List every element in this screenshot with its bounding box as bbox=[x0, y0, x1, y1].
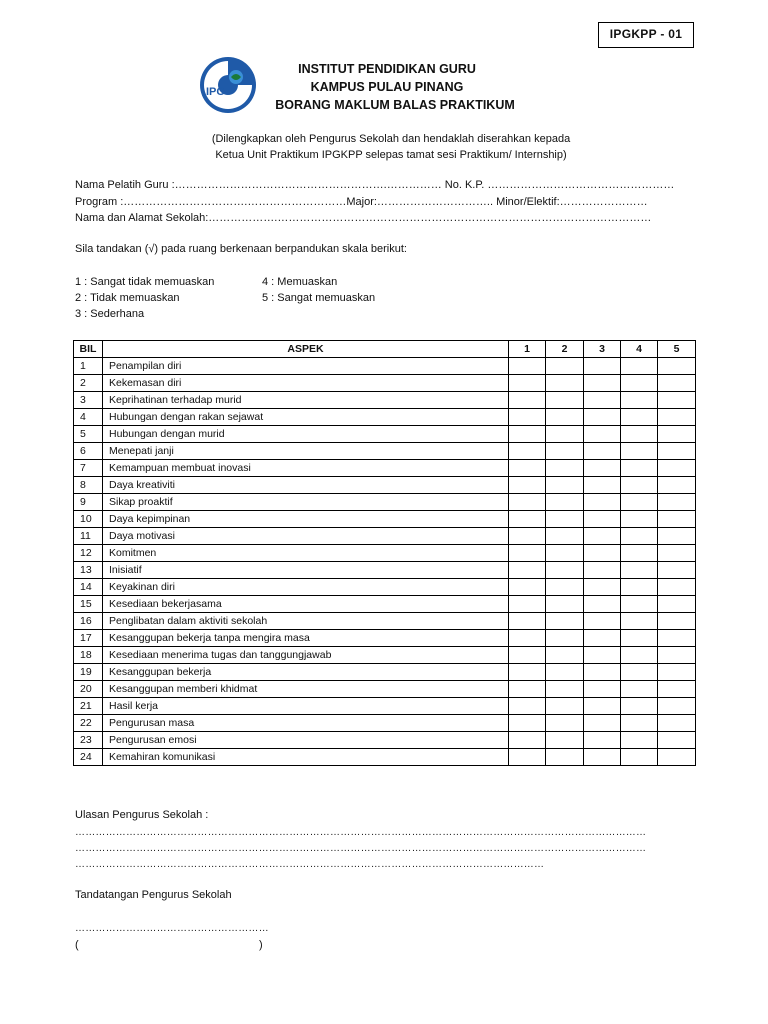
score-cell-4[interactable] bbox=[621, 375, 658, 392]
instructions bbox=[150, 131, 632, 163]
row-aspek: Sikap proaktif bbox=[103, 494, 509, 511]
score-cell-4[interactable] bbox=[621, 579, 658, 596]
score-cell-4[interactable] bbox=[621, 732, 658, 749]
score-cell-5[interactable] bbox=[658, 409, 696, 426]
field-nama-pelatih[interactable]: Nama Pelatih Guru :………………………………………………….…………… No. K.P. …………………………………………… bbox=[75, 179, 675, 191]
row-bil: 17 bbox=[74, 630, 103, 647]
row-bil: 13 bbox=[74, 562, 103, 579]
table-row bbox=[74, 426, 696, 443]
score-cell-5[interactable] bbox=[658, 698, 696, 715]
ulasan-line-3[interactable]: ………………………………………………………………………………………………………………………… bbox=[75, 859, 545, 870]
signature-line[interactable]: ………………………………………………… bbox=[75, 923, 269, 934]
score-cell-5[interactable] bbox=[658, 630, 696, 647]
score-cell-3[interactable] bbox=[584, 647, 621, 664]
score-cell-5[interactable] bbox=[658, 664, 696, 681]
score-cell-5[interactable] bbox=[658, 732, 696, 749]
score-cell-2[interactable] bbox=[546, 613, 584, 630]
score-cell-3[interactable] bbox=[584, 460, 621, 477]
row-bil: 6 bbox=[74, 443, 103, 460]
table-row bbox=[74, 528, 696, 545]
row-bil: 16 bbox=[74, 613, 103, 630]
score-cell-2[interactable] bbox=[546, 647, 584, 664]
row-aspek: Hasil kerja bbox=[103, 698, 509, 715]
score-cell-4[interactable] bbox=[621, 358, 658, 375]
table-row bbox=[74, 698, 696, 715]
table-row bbox=[74, 732, 696, 749]
header-score-4: 4 bbox=[621, 341, 658, 358]
score-cell-1[interactable] bbox=[509, 477, 546, 494]
row-bil: 20 bbox=[74, 681, 103, 698]
row-bil: 3 bbox=[74, 392, 103, 409]
row-aspek: Keprihatinan terhadap murid bbox=[103, 392, 509, 409]
scale-prompt: Sila tandakan (√) pada ruang berkenaan berpandukan skala berikut: bbox=[75, 243, 407, 255]
score-cell-4[interactable] bbox=[621, 562, 658, 579]
score-cell-2[interactable] bbox=[546, 375, 584, 392]
score-cell-2[interactable] bbox=[546, 732, 584, 749]
score-cell-2[interactable] bbox=[546, 749, 584, 766]
score-cell-3[interactable] bbox=[584, 715, 621, 732]
instructions-line1: (Dilengkapkan oleh Pengurus Sekolah dan hendaklah diserahkan kepada bbox=[211, 133, 571, 145]
row-aspek: Menepati janji bbox=[103, 443, 509, 460]
row-bil: 5 bbox=[74, 426, 103, 443]
score-cell-3[interactable] bbox=[584, 477, 621, 494]
header-score-5: 5 bbox=[658, 341, 696, 358]
score-cell-1[interactable] bbox=[509, 715, 546, 732]
score-cell-2[interactable] bbox=[546, 443, 584, 460]
score-cell-1[interactable] bbox=[509, 443, 546, 460]
score-cell-1[interactable] bbox=[509, 545, 546, 562]
score-cell-4[interactable] bbox=[621, 698, 658, 715]
form-code: IPGKPP - 01 bbox=[598, 22, 694, 48]
score-cell-3[interactable] bbox=[584, 494, 621, 511]
row-aspek: Penglibatan dalam aktiviti sekolah bbox=[103, 613, 509, 630]
score-cell-3[interactable] bbox=[584, 664, 621, 681]
row-aspek: Daya kepimpinan bbox=[103, 511, 509, 528]
score-cell-1[interactable] bbox=[509, 494, 546, 511]
row-bil: 24 bbox=[74, 749, 103, 766]
score-cell-2[interactable] bbox=[546, 528, 584, 545]
score-cell-4[interactable] bbox=[621, 681, 658, 698]
score-cell-1[interactable] bbox=[509, 426, 546, 443]
row-aspek: Pengurusan emosi bbox=[103, 732, 509, 749]
table-row bbox=[74, 647, 696, 664]
score-cell-1[interactable] bbox=[509, 460, 546, 477]
score-cell-3[interactable] bbox=[584, 630, 621, 647]
score-cell-3[interactable] bbox=[584, 579, 621, 596]
instructions-line2: Ketua Unit Praktikum IPGKPP selepas tamat sesi Praktikum/ Internship) bbox=[215, 149, 567, 161]
table-row bbox=[74, 681, 696, 698]
score-cell-3[interactable] bbox=[584, 698, 621, 715]
score-cell-3[interactable] bbox=[584, 749, 621, 766]
row-aspek: Penampilan diri bbox=[103, 358, 509, 375]
ipg-logo bbox=[198, 55, 258, 115]
table-row bbox=[74, 392, 696, 409]
score-cell-5[interactable] bbox=[658, 596, 696, 613]
score-cell-2[interactable] bbox=[546, 409, 584, 426]
score-cell-1[interactable] bbox=[509, 579, 546, 596]
score-cell-2[interactable] bbox=[546, 596, 584, 613]
score-cell-3[interactable] bbox=[584, 681, 621, 698]
row-bil: 19 bbox=[74, 664, 103, 681]
header-score-3: 3 bbox=[584, 341, 621, 358]
table-row bbox=[74, 562, 696, 579]
score-cell-5[interactable] bbox=[658, 647, 696, 664]
row-aspek: Kesanggupan bekerja tanpa mengira masa bbox=[103, 630, 509, 647]
score-cell-4[interactable] bbox=[621, 528, 658, 545]
score-cell-1[interactable] bbox=[509, 647, 546, 664]
score-cell-3[interactable] bbox=[584, 528, 621, 545]
score-cell-4[interactable] bbox=[621, 613, 658, 630]
score-cell-2[interactable] bbox=[546, 477, 584, 494]
score-cell-1[interactable] bbox=[509, 749, 546, 766]
table-body bbox=[74, 358, 696, 766]
table-row bbox=[74, 409, 696, 426]
score-cell-4[interactable] bbox=[621, 664, 658, 681]
score-cell-3[interactable] bbox=[584, 358, 621, 375]
score-cell-4[interactable] bbox=[621, 511, 658, 528]
score-cell-5[interactable] bbox=[658, 579, 696, 596]
score-cell-3[interactable] bbox=[584, 392, 621, 409]
score-cell-4[interactable] bbox=[621, 545, 658, 562]
score-cell-2[interactable] bbox=[546, 392, 584, 409]
row-bil: 21 bbox=[74, 698, 103, 715]
row-aspek: Daya kreativiti bbox=[103, 477, 509, 494]
row-aspek: Keyakinan diri bbox=[103, 579, 509, 596]
score-cell-3[interactable] bbox=[584, 613, 621, 630]
row-bil: 9 bbox=[74, 494, 103, 511]
table-row bbox=[74, 443, 696, 460]
scale-2: 2 : Tidak memuaskan bbox=[75, 292, 180, 304]
row-bil: 12 bbox=[74, 545, 103, 562]
score-cell-2[interactable] bbox=[546, 715, 584, 732]
row-aspek: Inisiatif bbox=[103, 562, 509, 579]
row-aspek: Komitmen bbox=[103, 545, 509, 562]
ulasan-line-1[interactable]: …………………………………………………………………………………………………………………………………………………… bbox=[75, 827, 647, 838]
signature-name-close: ) bbox=[259, 939, 263, 951]
table-row bbox=[74, 715, 696, 732]
table-row bbox=[74, 664, 696, 681]
score-cell-3[interactable] bbox=[584, 443, 621, 460]
aspek-table bbox=[73, 340, 696, 766]
row-aspek: Hubungan dengan rakan sejawat bbox=[103, 409, 509, 426]
score-cell-1[interactable] bbox=[509, 732, 546, 749]
scale-4: 4 : Memuaskan bbox=[262, 276, 338, 288]
score-cell-4[interactable] bbox=[621, 443, 658, 460]
score-cell-3[interactable] bbox=[584, 375, 621, 392]
score-cell-3[interactable] bbox=[584, 545, 621, 562]
row-bil: 23 bbox=[74, 732, 103, 749]
row-aspek: Kekemasan diri bbox=[103, 375, 509, 392]
table-row bbox=[74, 579, 696, 596]
score-cell-5[interactable] bbox=[658, 749, 696, 766]
header-form-title: BORANG MAKLUM BALAS PRAKTIKUM bbox=[275, 98, 515, 112]
score-cell-4[interactable] bbox=[621, 460, 658, 477]
score-cell-5[interactable] bbox=[658, 477, 696, 494]
score-cell-4[interactable] bbox=[621, 647, 658, 664]
score-cell-1[interactable] bbox=[509, 409, 546, 426]
row-bil: 7 bbox=[74, 460, 103, 477]
row-bil: 22 bbox=[74, 715, 103, 732]
ulasan-label: Ulasan Pengurus Sekolah : bbox=[75, 809, 209, 821]
header-aspek: ASPEK bbox=[103, 341, 509, 358]
score-cell-1[interactable] bbox=[509, 630, 546, 647]
ulasan-line-2[interactable]: …………………………………………………………………………………………………………………………………………………… bbox=[75, 843, 647, 854]
score-cell-1[interactable] bbox=[509, 698, 546, 715]
scale-5: 5 : Sangat memuaskan bbox=[262, 292, 376, 304]
score-cell-5[interactable] bbox=[658, 613, 696, 630]
score-cell-1[interactable] bbox=[509, 528, 546, 545]
score-cell-2[interactable] bbox=[546, 698, 584, 715]
score-cell-5[interactable] bbox=[658, 426, 696, 443]
row-aspek: Kemampuan membuat inovasi bbox=[103, 460, 509, 477]
score-cell-5[interactable] bbox=[658, 443, 696, 460]
row-aspek: Kesediaan bekerjasama bbox=[103, 596, 509, 613]
score-cell-5[interactable] bbox=[658, 545, 696, 562]
row-bil: 8 bbox=[74, 477, 103, 494]
table-row bbox=[74, 596, 696, 613]
table-row bbox=[74, 511, 696, 528]
header-bil: BIL bbox=[74, 341, 103, 358]
table-row bbox=[74, 613, 696, 630]
row-bil: 10 bbox=[74, 511, 103, 528]
scale-3: 3 : Sederhana bbox=[75, 308, 145, 320]
row-bil: 2 bbox=[74, 375, 103, 392]
logo-text: IPG bbox=[206, 86, 225, 98]
score-cell-4[interactable] bbox=[621, 477, 658, 494]
score-cell-1[interactable] bbox=[509, 562, 546, 579]
score-cell-5[interactable] bbox=[658, 511, 696, 528]
scale-1: 1 : Sangat tidak memuaskan bbox=[75, 276, 215, 288]
score-cell-3[interactable] bbox=[584, 409, 621, 426]
field-nama-sekolah[interactable]: Nama dan Alamat Sekolah:……………….………………………………………………………………………………………… bbox=[75, 212, 652, 224]
signature-name-open: ( bbox=[75, 939, 79, 951]
score-cell-4[interactable] bbox=[621, 630, 658, 647]
score-cell-2[interactable] bbox=[546, 630, 584, 647]
table-row bbox=[74, 375, 696, 392]
table-row bbox=[74, 358, 696, 375]
table-header-row bbox=[74, 341, 696, 358]
score-cell-5[interactable] bbox=[658, 681, 696, 698]
score-cell-1[interactable] bbox=[509, 375, 546, 392]
score-cell-4[interactable] bbox=[621, 715, 658, 732]
score-cell-5[interactable] bbox=[658, 562, 696, 579]
score-cell-1[interactable] bbox=[509, 392, 546, 409]
row-aspek: Daya motivasi bbox=[103, 528, 509, 545]
score-cell-4[interactable] bbox=[621, 494, 658, 511]
row-bil: 1 bbox=[74, 358, 103, 375]
row-bil: 15 bbox=[74, 596, 103, 613]
row-aspek: Hubungan dengan murid bbox=[103, 426, 509, 443]
score-cell-1[interactable] bbox=[509, 358, 546, 375]
score-cell-2[interactable] bbox=[546, 494, 584, 511]
score-cell-5[interactable] bbox=[658, 528, 696, 545]
score-cell-2[interactable] bbox=[546, 358, 584, 375]
table-row bbox=[74, 630, 696, 647]
score-cell-3[interactable] bbox=[584, 511, 621, 528]
field-program[interactable]: Program :…………………………….………………………Major:………………………….. Minor/Elektif:…………………… bbox=[75, 196, 648, 208]
row-bil: 14 bbox=[74, 579, 103, 596]
header-score-2: 2 bbox=[546, 341, 584, 358]
score-cell-2[interactable] bbox=[546, 579, 584, 596]
score-cell-2[interactable] bbox=[546, 426, 584, 443]
table-row bbox=[74, 477, 696, 494]
signature-label: Tandatangan Pengurus Sekolah bbox=[75, 889, 232, 901]
score-cell-2[interactable] bbox=[546, 511, 584, 528]
score-cell-3[interactable] bbox=[584, 596, 621, 613]
score-cell-3[interactable] bbox=[584, 732, 621, 749]
score-cell-3[interactable] bbox=[584, 426, 621, 443]
score-cell-2[interactable] bbox=[546, 681, 584, 698]
row-bil: 4 bbox=[74, 409, 103, 426]
score-cell-5[interactable] bbox=[658, 715, 696, 732]
score-cell-2[interactable] bbox=[546, 460, 584, 477]
row-aspek: Kemahiran komunikasi bbox=[103, 749, 509, 766]
score-cell-1[interactable] bbox=[509, 681, 546, 698]
header-institute: INSTITUT PENDIDIKAN GURU bbox=[298, 62, 476, 76]
score-cell-4[interactable] bbox=[621, 426, 658, 443]
table-row bbox=[74, 460, 696, 477]
score-cell-2[interactable] bbox=[546, 562, 584, 579]
row-bil: 18 bbox=[74, 647, 103, 664]
score-cell-3[interactable] bbox=[584, 562, 621, 579]
header-score-1: 1 bbox=[509, 341, 546, 358]
row-aspek: Kesanggupan bekerja bbox=[103, 664, 509, 681]
row-aspek: Kesediaan menerima tugas dan tanggungjawab bbox=[103, 647, 509, 664]
score-cell-5[interactable] bbox=[658, 358, 696, 375]
table-row bbox=[74, 749, 696, 766]
table-row bbox=[74, 494, 696, 511]
score-cell-5[interactable] bbox=[658, 494, 696, 511]
score-cell-4[interactable] bbox=[621, 749, 658, 766]
header-campus: KAMPUS PULAU PINANG bbox=[310, 80, 464, 94]
score-cell-1[interactable] bbox=[509, 511, 546, 528]
table-row bbox=[74, 545, 696, 562]
score-cell-5[interactable] bbox=[658, 392, 696, 409]
row-bil: 11 bbox=[74, 528, 103, 545]
row-aspek: Pengurusan masa bbox=[103, 715, 509, 732]
score-cell-1[interactable] bbox=[509, 664, 546, 681]
score-cell-1[interactable] bbox=[509, 613, 546, 630]
row-aspek: Kesanggupan memberi khidmat bbox=[103, 681, 509, 698]
score-cell-1[interactable] bbox=[509, 596, 546, 613]
score-cell-4[interactable] bbox=[621, 392, 658, 409]
score-cell-5[interactable] bbox=[658, 375, 696, 392]
score-cell-2[interactable] bbox=[546, 664, 584, 681]
score-cell-5[interactable] bbox=[658, 460, 696, 477]
score-cell-4[interactable] bbox=[621, 596, 658, 613]
score-cell-4[interactable] bbox=[621, 409, 658, 426]
score-cell-2[interactable] bbox=[546, 545, 584, 562]
